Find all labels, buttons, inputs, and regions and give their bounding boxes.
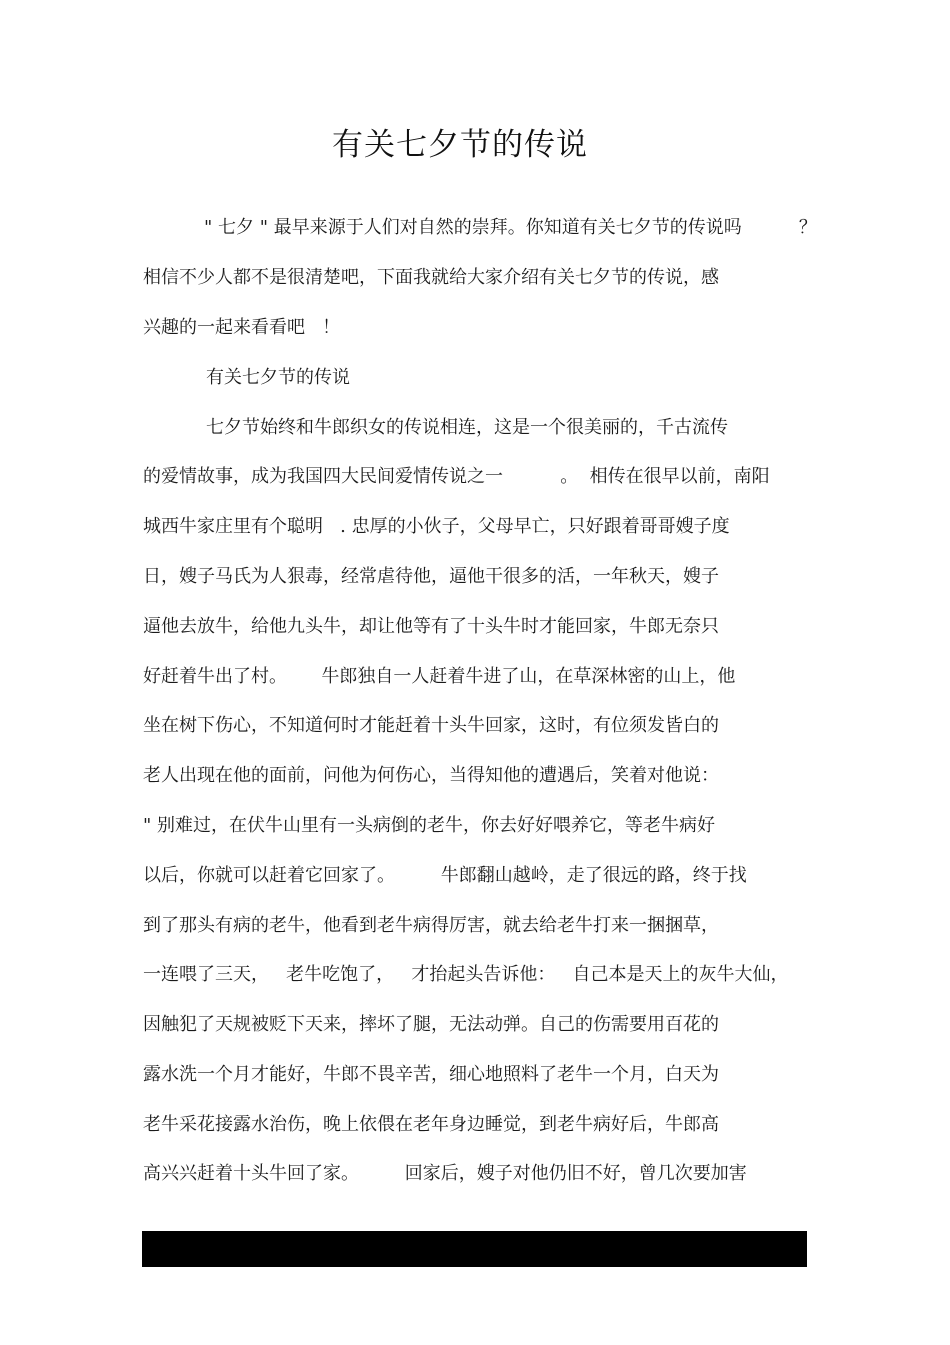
body-line: 城西牛家庄里有个聪明 . 忠厚的小伙子，父母早亡，只好跟着哥哥嫂子度: [143, 516, 730, 537]
body-line: 到了那头有病的老牛，他看到老牛病得厉害，就去给老牛打来一捆捆草，: [143, 915, 719, 936]
body-line: 逼他去放牛，给他九头牛，却让他等有了十头牛时才能回家，牛郎无奈只: [143, 616, 719, 637]
body-line: 好赶着牛出了村。 牛郎独自一人赶着牛进了山，在草深林密的山上，他: [143, 666, 736, 687]
body-line: 坐在树下伤心，不知道何时才能赶着十头牛回家，这时，有位须发皆白的: [143, 715, 719, 736]
body-line: " 别难过，在伏牛山里有一头病倒的老牛，你去好好喂养它，等老牛病好: [143, 815, 715, 836]
body-line: 兴趣的一起来看看吧 ！: [143, 317, 341, 338]
body-line: 以后，你就可以赶着它回家了。 牛郎翻山越岭，走了很远的路，终于找: [143, 865, 747, 886]
section-heading: 有关七夕节的传说: [206, 367, 350, 388]
body-line: 老人出现在他的面前，问他为何伤心，当得知他的遭遇后，笑着对他说：: [143, 765, 719, 786]
body-line: 一连喂了三天， 老牛吃饱了， 才抬起头告诉他： 自己本是天上的灰牛大仙，: [143, 964, 789, 985]
body-line: 因触犯了天规被贬下天来，摔坏了腿，无法动弹。自己的伤需要用百花的: [143, 1014, 719, 1035]
body-line: " 七夕 " 最早来源于人们对自然的崇拜。你知道有关七夕节的传说吗 ？: [204, 217, 817, 238]
body-line: 日，嫂子马氏为人狠毒，经常虐待他，逼他干很多的活，一年秋天，嫂子: [143, 566, 719, 587]
body-line: 露水洗一个月才能好，牛郎不畏辛苦，细心地照料了老牛一个月，白天为: [143, 1064, 719, 1085]
body-line: 七夕节始终和牛郎织女的传说相连，这是一个很美丽的，千古流传: [206, 417, 728, 438]
body-line: 老牛采花接露水治伤，晚上依偎在老年身边睡觉，到老牛病好后，牛郎高: [143, 1114, 719, 1135]
body-line: 的爱情故事，成为我国四大民间爱情传说之一 。 相传在很早以前，南阳: [143, 466, 770, 487]
body-line: 相信不少人都不是很清楚吧，下面我就给大家介绍有关七夕节的传说，感: [143, 267, 719, 288]
body-line: 高兴兴赶着十头牛回了家。 回家后，嫂子对他仍旧不好，曾几次要加害: [143, 1163, 747, 1184]
footer-bar: [142, 1231, 807, 1267]
document-title: 有关七夕节的传说: [332, 127, 588, 163]
